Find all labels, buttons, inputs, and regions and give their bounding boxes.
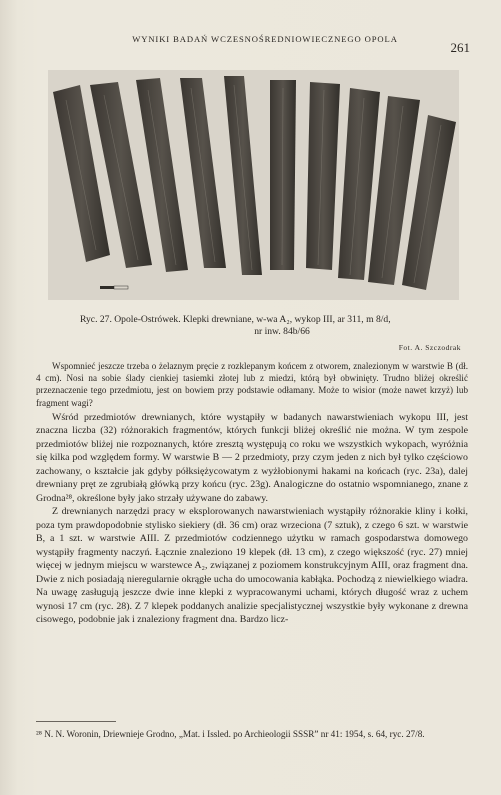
body-text (36, 360, 468, 627)
paragraph-2: Wśród przedmiotów drewnianych, które wystąpiły w badanych nawarstwieniach wykopu III, jest znaczna liczba (32) różnorakich fragmentów, których funkcji bliżej określić nie można. W tym zespole przedmiotów bliżej nie rozpoznanych, które zresztą występują co roku we wszystkich wykopach, wyróżnia się kilka pod względem formy. W warstwie B — 2 przedmioty, przy czym jeden z nich był tylko częściowo zachowany, o kształcie jak gdyby półksiężycowatym z wyżłobionymi hakami na końcach (ryc. 23a), dalej drewniany pręt ze zgrubiałą główką przy końcu (ryc. 23g). Analogiczne do ostatnio wspomnianego, znane z Grodna²⁸, określone były jako strzały używane do zabawy. (36, 411, 468, 504)
figure-caption (62, 314, 462, 338)
figure-photo-wooden-staves (48, 70, 459, 300)
paragraph-1: Wspomnieć jeszcze trzeba o żelaznym pręcie z rozklepanym końcem z otworem, znalezionym w warstwie B (dł. 4 cm). Nosi na sobie ślady cienkiej tasiemki złotej lub z miedzi, którą był obwinięty. Trudno bliżej określić przeznaczenie tego przedmiotu, jest on bowiem przy podstawie odłamany. Może to wisior (może nawet krzyż) lub fragment wagi? (36, 361, 468, 408)
footnote-rule (36, 721, 116, 722)
running-title: WYNIKI BADAŃ WCZESNOŚREDNIOWIECZNEGO OPOLA (132, 34, 398, 44)
footnote: ²⁸ N. N. Woronin, Driewnieje Grodno, „Mat. i Issled. po Archieologii SSSR” nr 41: 1954, s. 64, ryc. 27/8. (36, 729, 425, 739)
caption-line-1: Ryc. 27. Opole-Ostrówek. Klepki drewniane, w-wa A₂, wykop III, ar 311, m 8/d, (80, 314, 391, 325)
caption-line-2: nr inw. 84b/66 (254, 326, 310, 337)
page-number: 261 (450, 40, 470, 55)
photo-credit: Fot. A. Szczodrak (398, 343, 461, 352)
staves-photo-svg (48, 70, 459, 300)
paragraph-3: Z drewnianych narzędzi pracy w eksplorowanych nawarstwieniach wystąpiły różnorakie kliny i kołki, poza tym prawdopodobnie stylisko siekiery (dł. 36 cm) oraz wrzeciona (7 sztuk), z czego 6 szt. w warstwie B, a 1 szt. w warstwie AIII. Z przedmiotów codziennego użytku w ramach gospodarstwa domowego wystąpiły fragmenty naczyń. Łącznie znaleziono 19 klepek (dł. 13 cm), z czego większość (ryc. 27) mniej więcej w jednym miejscu w warstewce A₂, związanej z poziomem konstrukcyjnym AIII, oraz fragment dna. Dwie z nich posiadają nieregularnie okrągłe ucha do umocowania kabłąka. Pochodzą z niewielkiego wiadra. Na uwagę zasługują jeszcze dwie inne klepki z wypracowanymi uchami, których długość wraz z uchem wynosi 17 cm (ryc. 28). Z 7 klepek poddanych analizie specjalistycznej wszystkie były wykonane z drewna cisowego, podobnie jak i znaleziony fragment dna. Bardzo licz- (36, 506, 468, 626)
scale-bar (100, 286, 128, 289)
